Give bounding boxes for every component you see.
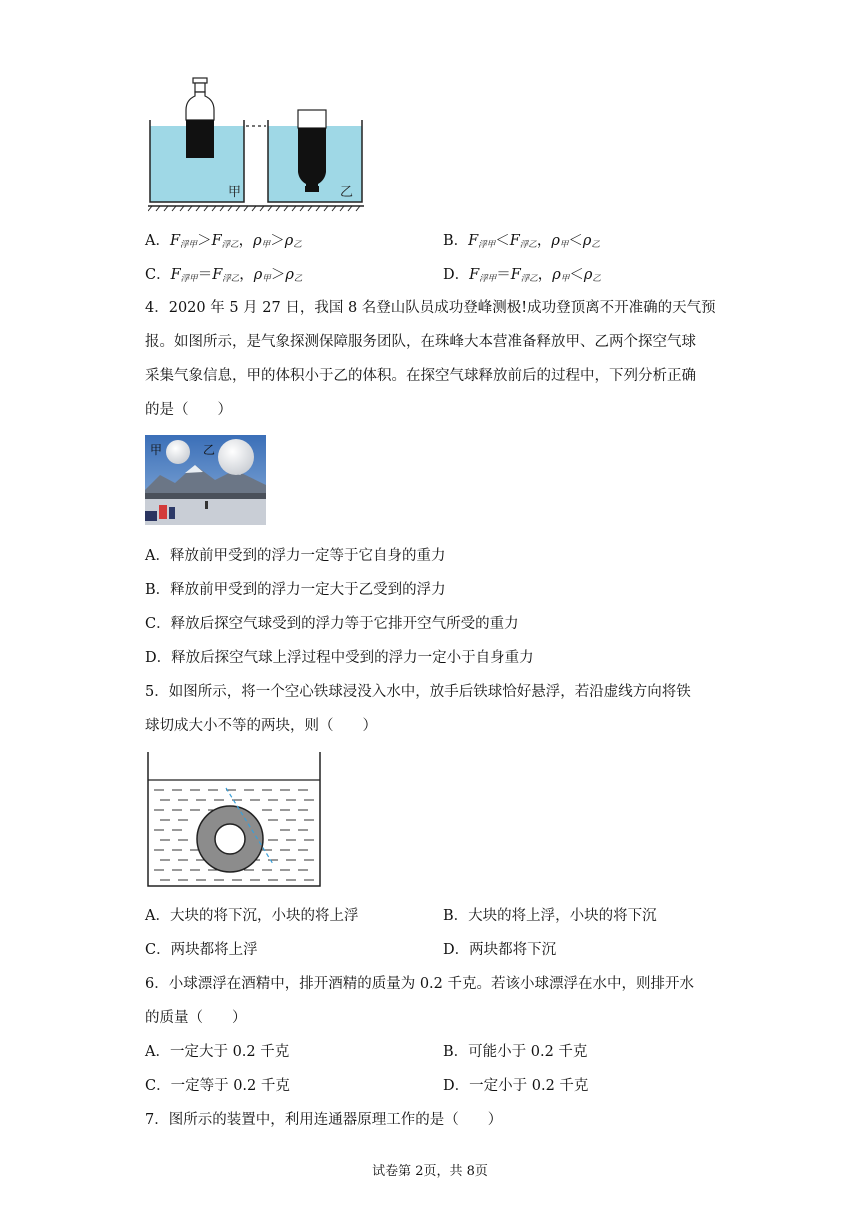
q4-option-a[interactable]: A．释放前甲受到的浮力一定等于它自身的重力 bbox=[145, 548, 446, 564]
page-footer: 试卷第 2页，共 8页 bbox=[372, 1164, 488, 1179]
q3-figure-bottles bbox=[148, 76, 368, 212]
q4-photo-balloons bbox=[145, 435, 266, 525]
q6-option-a[interactable]: A．一定大于 0.2 千克 bbox=[145, 1044, 290, 1060]
q6-stem-line-1: 6．小球漂浮在酒精中，排开酒精的质量为 0.2 千克。若该小球漂浮在水中，则排开水 bbox=[145, 976, 695, 992]
q6-option-c[interactable]: C．一定等于 0.2 千克 bbox=[145, 1078, 290, 1094]
q3-option-d[interactable]: D．$F_{浮甲}=F_{浮乙}$，$\rho_甲<\rho_乙$ bbox=[443, 267, 601, 284]
q4-stem-line-2: 报。如图所示，是气象探测保障服务团队，在珠峰大本营准备释放甲、乙两个探空气球 bbox=[145, 334, 696, 350]
photo-label-jia: 甲 bbox=[150, 443, 163, 457]
q6-stem-line-2: 的质量（ ） bbox=[145, 1010, 247, 1026]
q5-option-b[interactable]: B．大块的将上浮，小块的将下沉 bbox=[443, 908, 657, 924]
inverted-bottle bbox=[298, 110, 326, 192]
q7-stem-line-1: 7．图所示的装置中，利用连通器原理工作的是（ ） bbox=[145, 1112, 503, 1128]
q5-option-c[interactable]: C．两块都将上浮 bbox=[145, 942, 258, 958]
q5-option-d[interactable]: D．两块都将下沉 bbox=[443, 942, 557, 958]
photo-label-yi: 乙 bbox=[203, 443, 216, 457]
q3-option-c[interactable]: C．$F_{浮甲}=F_{浮乙}$，$\rho_甲>\rho_乙$ bbox=[145, 267, 303, 284]
q5-figure-hollow-ball bbox=[146, 752, 322, 888]
q4-option-d[interactable]: D．释放后探空气球上浮过程中受到的浮力一定小于自身重力 bbox=[145, 650, 534, 666]
q4-stem-line-1: 4．2020 年 5 月 27 日，我国 8 名登山队员成功登峰测极!成功登顶离不开准确的天气预 bbox=[145, 300, 716, 316]
q4-option-c[interactable]: C．释放后探空气球受到的浮力等于它排开空气所受的重力 bbox=[145, 616, 519, 632]
q4-stem-line-4: 的是（ ） bbox=[145, 402, 232, 418]
label-jia: 甲 bbox=[228, 185, 242, 200]
q4-stem-line-3: 采集气象信息，甲的体积小于乙的体积。在探空气球释放前后的过程中，下列分析正确 bbox=[145, 368, 696, 384]
q6-option-d[interactable]: D．一定小于 0.2 千克 bbox=[443, 1078, 589, 1094]
upright-bottle bbox=[186, 78, 214, 158]
q5-option-a[interactable]: A．大块的将下沉，小块的将上浮 bbox=[145, 908, 359, 924]
q5-stem-line-2: 球切成大小不等的两块，则（ ） bbox=[145, 718, 377, 734]
q4-option-b[interactable]: B．释放前甲受到的浮力一定大于乙受到的浮力 bbox=[145, 582, 446, 598]
q3-option-a[interactable]: A．$F_{浮甲}>F_{浮乙}$，$\rho_甲>\rho_乙$ bbox=[145, 233, 302, 250]
label-yi: 乙 bbox=[340, 185, 354, 200]
q6-option-b[interactable]: B．可能小于 0.2 千克 bbox=[443, 1044, 588, 1060]
q5-stem-line-1: 5．如图所示，将一个空心铁球浸没入水中，放手后铁球恰好悬浮，若沿虚线方向将铁 bbox=[145, 684, 691, 700]
q3-option-b[interactable]: B．$F_{浮甲}<F_{浮乙}$，$\rho_甲<\rho_乙$ bbox=[443, 233, 600, 250]
